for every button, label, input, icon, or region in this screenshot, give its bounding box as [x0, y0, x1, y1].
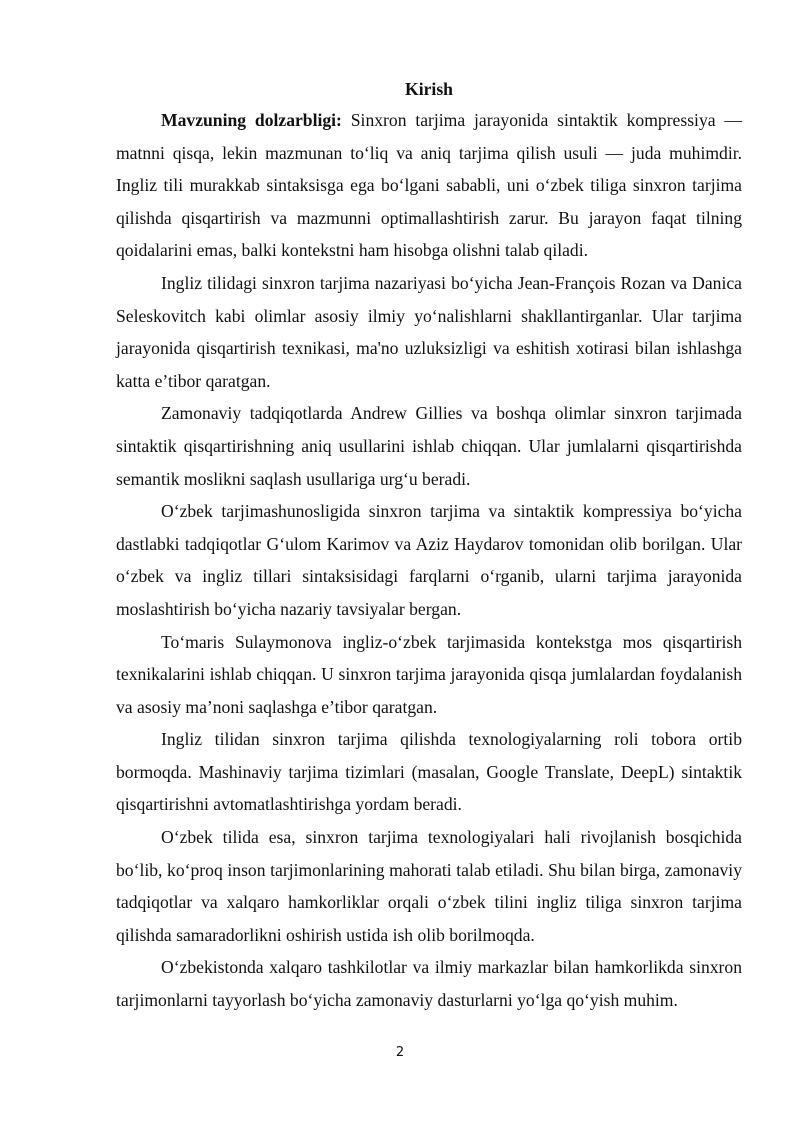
paragraph: O‘zbekistonda xalqaro tashkilotlar va ilmiy markazlar bilan hamkorlikda sinxron tarjimonlarni tayyorlash bo‘yicha zamonaviy dasturlarni yo‘lga qo‘yish muhim.: [116, 957, 742, 1011]
paragraph-text: Sinxron tarjima jarayonida sintaktik kompressiya — matnni qisqa, lekin mazmunan to‘liq va aniq tarjima qilish usuli — juda muhimdir. Ingliz tili murakkab sintaksisga ega bo‘lgani sababli, uni o‘zbek tiliga sinxron tarjima qilishda qisqartirish va mazmunni optimallashtirish zarur. Bu jarayon faqat tilning qoidalarini emas, balki kontekstni ham hisobga olishni talab qiladi.: [116, 110, 743, 261]
paragraph-relevance: [116, 104, 742, 267]
paragraph: O‘zbek tarjimashunosligida sinxron tarjima va sintaktik kompressiya bo‘yicha dastlabki tadqiqotlar G‘ulom Karimov va Aziz Haydarov tomonidan olib borilgan. Ular o‘zbek va ingliz tillari sintaksisidagi farqlarni o‘rganib, ularni tarjima jarayonida moslashtirish bo‘yicha nazariy tavsiyalar bergan.: [116, 501, 742, 619]
page-body: [116, 74, 742, 1017]
paragraph: Ingliz tilidan sinxron tarjima qilishda texnologiyalarning roli tobora ortib bormoqda. Mashinaviy tarjima tizimlari (masalan, Google Translate, DeepL) sintaktik qisqartirishni avtomatlashtirishga yordam beradi.: [116, 729, 742, 815]
paragraph: Ingliz tilidagi sinxron tarjima nazariyasi bo‘yicha Jean-François Rozan va Danica Seleskovitch kabi olimlar asosiy ilmiy yo‘nalishlarni shakllantirganlar. Ular tarjima jarayonida qisqartirish texnikasi, ma'no uzluksizligi va eshitish xotirasi bilan ishlashga katta e’tibor qaratgan.: [116, 272, 742, 391]
paragraph-lead: Mavzuning dolzarbligi:: [161, 110, 342, 130]
paragraph: O‘zbek tilida esa, sinxron tarjima texnologiyalari hali rivojlanish bosqichida bo‘lib, ko‘proq inson tarjimonlarining mahorati talab etiladi. Shu bilan birga, zamonaviy tadqiqotlar va xalqaro hamkorliklar orqali o‘zbek tilini ingliz tiliga sinxron tarjima qilishda samaradorlikni oshirish ustida ish olib borilmoqda.: [116, 827, 742, 945]
page-title: Kirish: [405, 79, 453, 99]
paragraph: To‘maris Sulaymonova ingliz-o‘zbek tarjimasida kontekstga mos qisqartirish texnikalarini ishlab chiqqan. U sinxron tarjima jarayonida qisqa jumlalardan foydalanish va asosiy ma’noni saqlashga e’tibor qaratgan.: [116, 631, 742, 717]
page-number: 2: [395, 1045, 405, 1060]
paragraph: Zamonaviy tadqiqotlarda Andrew Gillies va boshqa olimlar sinxron tarjimada sintaktik qisqartirishning aniq usullarini ishlab chiqqan. Ular jumlalarni qisqartirishda semantik moslikni saqlash usullariga urg‘u beradi.: [116, 403, 742, 489]
